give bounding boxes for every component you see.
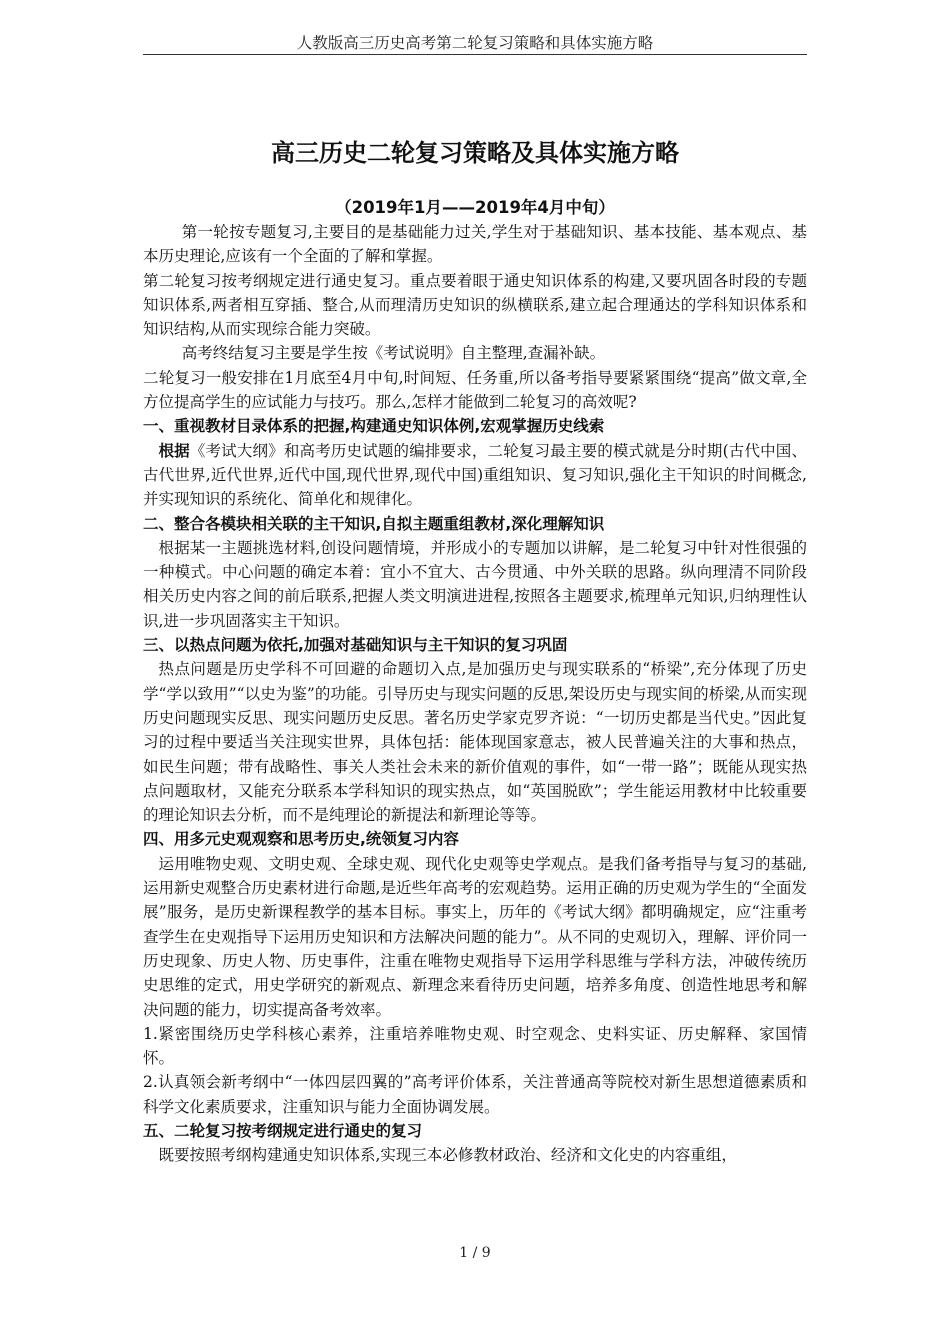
intro-paragraph-3: 高考终结复习主要是学生按《考试说明》自主整理,查漏补缺。 <box>181 344 606 363</box>
intro-paragraph-1: 第一轮按专题复习,主要目的是基础能力过关,学生对于基础知识、基本技能、基本观点、基本历史理论,应该有一个全面的了解和掌握。 <box>143 223 807 266</box>
intro-paragraph-2: 第二轮复习按考纲规定进行通史复习。重点要着眼于通史知识体系的构建,又要巩固各时段的专题知识体系,两者相互穿插、整合,从而理清历史知识的纵横联系,建立起合理通达的学科知识体系和知识结构,从而实现综合能力突破。 <box>143 271 807 339</box>
section-4-list-item-1: 1.紧密围绕历史学科核心素养，注重培养唯物史观、时空观念、史料实证、历史解释、家国情怀。 <box>143 1024 807 1068</box>
document-body <box>143 220 807 1168</box>
section-4-list-item-2: 2.认真领会新考纲中“一体四层四翼的”高考评价体系，关注普通高等院校对新生思想道德素质和科学文化素质要求，注重知识与能力全面协调发展。 <box>143 1073 807 1116</box>
document-title: 高三历史二轮复习策略及具体实施方略 <box>271 139 679 167</box>
section-5-body: 既要按照考纲构建通史知识体系,实现三本必修教材政治、经济和文化史的内容重组， <box>158 1146 737 1165</box>
page-number: 1 / 9 <box>459 1245 491 1261</box>
section-1-heading: 一、重视教材目录体系的把握,构建通史知识体例,宏观掌握历史线索 <box>143 417 605 436</box>
section-3-heading: 三、以热点问题为依托,加强对基础知识与主干知识的复习巩固 <box>143 636 568 655</box>
intro-paragraph-4: 二轮复习一般安排在1月底至4月中旬,时间短、任务重,所以备考指导要紧紧围绕“提高”做文章,全方位提高学生的应试能力与技巧。那么,怎样才能做到二轮复习的高效呢? <box>143 368 807 412</box>
section-3-body: 热点问题是历史学科不可回避的命题切入点,是加强历史与现实联系的“桥梁”,充分体现了历史学“学以致用”“以史为鉴”的功能。引导历史与现实问题的反思,架设历史与现实间的桥梁,从而实现历史问题现实反思、现实问题历史反思。著名历史学家克罗齐说：“一切历史都是当代史。”因此复习的过程中要适当关注现实世界，具体包括：能体现国家意志，被人民普遍关注的大事和热点，如民生问题；带有战略性、事关人类社会未来的新价值观的事件，如“一带一路”；既能从现实热点问题取材，又能充分联系本学科知识的现实热点，如“英国脱欧”；学生能运用教材中比较重要的理论知识去分析，而不是纯理论的新提法和新理论等等。 <box>143 660 807 825</box>
date-range: （2019年1月——2019年4月中旬） <box>335 198 615 217</box>
section-2-heading: 二、整合各模块相关联的主干知识,自拟主题重组教材,深化理解知识 <box>143 514 605 533</box>
page-header: 人教版高三历史高考第二轮复习策略和具体实施方略 <box>143 34 807 55</box>
section-1-text: 《考试大纲》和高考历史试题的编排要求，二轮复习最主要的模式就是分时期(古代中国、古代世界,近代世界,近代中国,现代世界,现代中国)重组知识、复习知识,强化主干知识的时间概念,并实现知识的系统化、简单化和规律化。 <box>143 441 807 509</box>
section-2-body: 根据某一主题挑选材料,创设问题情境，并形成小的专题加以讲解，是二轮复习中针对性很强的一种模式。中心问题的确定本着：宜小不宜大、古今贯通、中外关联的思路。纵向理清不同阶段相关历史内容之间的前后联系,把握人类文明演进进程,按照各主题要求,梳理单元知识,归纳理性认识,进一步巩固落实主干知识。 <box>143 538 807 630</box>
section-4-body: 运用唯物史观、文明史观、全球史观、现代化史观等史学观点。是我们备考指导与复习的基础,运用新史观整合历史素材进行命题,是近些年高考的宏观趋势。运用正确的历史观为学生的“全面发展”服务，是历史新课程教学的基本目标。事实上，历年的《考试大纲》都明确规定，应“注重考查学生在史观指导下运用历史知识和方法解决问题的能力”。从不同的史观切入，理解、评价同一历史现象、历史人物、历史事件，注重在唯物史观指导下运用学科思维与学科方法，冲破传统历史思维的定式，用史学研究的新观点、新理念来看待历史问题，培养多角度、创造性地思考和解决问题的能力，切实提高备考效率。 <box>143 854 807 1019</box>
section-5-heading: 五、二轮复习按考纲规定进行通史的复习 <box>143 1121 423 1140</box>
section-1-lead: 根据 <box>158 441 190 460</box>
section-1-body <box>143 439 807 512</box>
section-4-heading: 四、用多元史观观察和思考历史,统领复习内容 <box>143 830 459 849</box>
